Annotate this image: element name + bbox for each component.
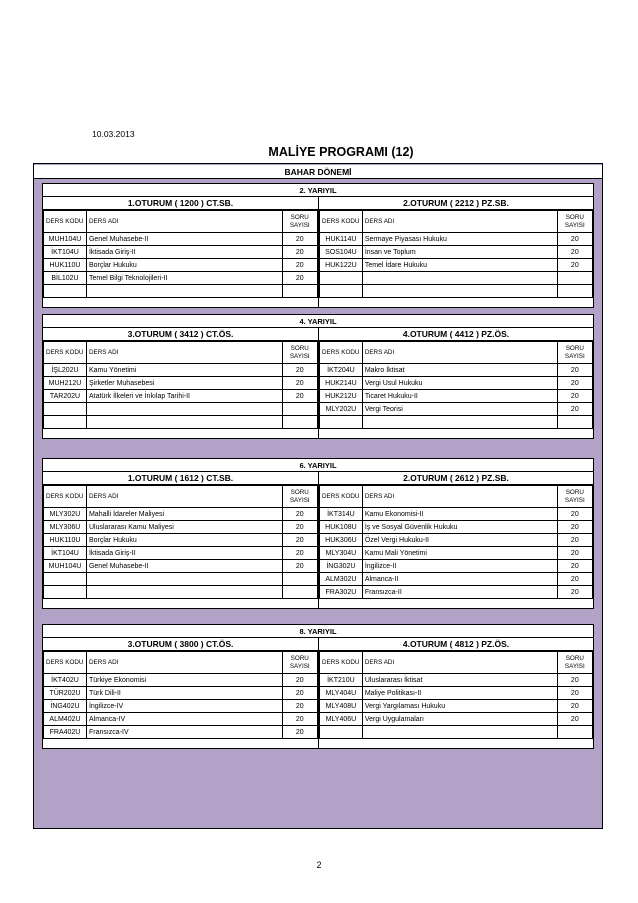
semester-block: [42, 458, 594, 609]
header-soru-line1: SORU: [290, 344, 309, 352]
table-row: [320, 364, 593, 377]
table-row: [44, 547, 318, 560]
header-soru-line1: SORU: [565, 344, 584, 352]
header-name: DERS ADI: [362, 486, 557, 508]
course-name: Borçlar Hukuku: [86, 534, 282, 547]
document-date: 10.03.2013: [92, 129, 135, 139]
question-count: 20: [557, 700, 592, 713]
course-code: İŞL202U: [44, 364, 87, 377]
course-code: MLY408U: [320, 700, 363, 713]
question-count: 20: [557, 713, 592, 726]
table-row: [320, 508, 593, 521]
table-row: [44, 700, 318, 713]
question-count: 20: [282, 674, 317, 687]
course-code: İKT402U: [44, 674, 87, 687]
course-name: Uluslararası Kamu Maliyesi: [86, 521, 282, 534]
table-row: [320, 534, 593, 547]
question-count: 20: [557, 547, 592, 560]
course-code: [320, 285, 363, 298]
course-name: Türk Dili-II: [86, 687, 282, 700]
table-row: [44, 377, 318, 390]
header-soru: [557, 486, 592, 508]
session-left: [43, 638, 318, 748]
course-code: MLY406U: [320, 713, 363, 726]
course-code: [320, 726, 363, 739]
table-row: [44, 713, 318, 726]
session-left: [43, 197, 318, 307]
question-count: [282, 586, 317, 599]
course-name: Vergi Usul Hukuku: [362, 377, 557, 390]
season-title: BAHAR DÖNEMİ: [34, 165, 602, 179]
session-title: 3.OTURUM ( 3800 ) CT.ÖS.: [43, 638, 318, 651]
course-code: HUK108U: [320, 521, 363, 534]
course-name: Fransızca-IV: [86, 726, 282, 739]
header-soru-line2: SAYISI: [564, 352, 585, 360]
header-code: DERS KODU: [320, 342, 363, 364]
course-code: İKT314U: [320, 508, 363, 521]
table-row: [44, 259, 318, 272]
course-name: [362, 726, 557, 739]
course-name: Özel Vergi Hukuku-II: [362, 534, 557, 547]
table-header-row: [44, 211, 318, 233]
course-name: Temel İdare Hukuku: [362, 259, 557, 272]
question-count: [557, 285, 592, 298]
question-count: [282, 416, 317, 429]
course-code: İKT104U: [44, 246, 87, 259]
course-name: Türkiye Ekonomisi: [86, 674, 282, 687]
course-code: HUK122U: [320, 259, 363, 272]
table-row: [320, 573, 593, 586]
course-name: [86, 416, 282, 429]
table-row: [44, 573, 318, 586]
table-row: [44, 416, 318, 429]
session-left: [43, 328, 318, 438]
table-row: [320, 233, 593, 246]
table-row: [320, 674, 593, 687]
table-row: [44, 390, 318, 403]
header-soru-line2: SAYISI: [564, 662, 585, 670]
question-count: [282, 403, 317, 416]
course-table-right: [319, 210, 593, 298]
header-soru: [282, 211, 317, 233]
question-count: 20: [282, 377, 317, 390]
course-name: İktisada Giriş-II: [86, 547, 282, 560]
header-name: DERS ADI: [86, 486, 282, 508]
header-name: DERS ADI: [362, 652, 557, 674]
question-count: 20: [282, 364, 317, 377]
question-count: 20: [282, 233, 317, 246]
course-name: Atatürk İlkeleri ve İnkılap Tarihi-II: [86, 390, 282, 403]
course-table-left: [43, 651, 318, 739]
header-name: DERS ADI: [362, 211, 557, 233]
table-row: [320, 521, 593, 534]
session-title: 4.OTURUM ( 4812 ) PZ.ÖS.: [319, 638, 593, 651]
question-count: 20: [282, 687, 317, 700]
header-code: DERS KODU: [44, 486, 87, 508]
table-row: [320, 560, 593, 573]
course-table-right: [319, 651, 593, 739]
question-count: 20: [557, 687, 592, 700]
session-right: [318, 472, 593, 608]
header-soru: [282, 342, 317, 364]
question-count: 20: [282, 259, 317, 272]
table-row: [44, 233, 318, 246]
session-title: 4.OTURUM ( 4412 ) PZ.ÖS.: [319, 328, 593, 341]
header-soru-line1: SORU: [290, 654, 309, 662]
header-soru-line2: SAYISI: [564, 496, 585, 504]
question-count: 20: [282, 560, 317, 573]
question-count: 20: [557, 560, 592, 573]
course-code: FRA302U: [320, 586, 363, 599]
semester-block: [42, 183, 594, 308]
course-name: Fransızca-II: [362, 586, 557, 599]
table-row: [320, 586, 593, 599]
course-name: Kamu Yönetimi: [86, 364, 282, 377]
question-count: 20: [282, 547, 317, 560]
table-row: [320, 726, 593, 739]
course-name: Borçlar Hukuku: [86, 259, 282, 272]
table-header-row: [44, 486, 318, 508]
header-soru-line1: SORU: [290, 488, 309, 496]
table-row: [44, 726, 318, 739]
header-soru: [557, 342, 592, 364]
course-table-right: [319, 341, 593, 429]
schedule-frame: [33, 163, 603, 829]
course-code: HUK114U: [320, 233, 363, 246]
table-row: [320, 547, 593, 560]
question-count: 20: [282, 700, 317, 713]
header-code: DERS KODU: [320, 486, 363, 508]
course-name: İş ve Sosyal Güvenlik Hukuku: [362, 521, 557, 534]
header-soru-line2: SAYISI: [564, 221, 585, 229]
table-header-row: [320, 486, 593, 508]
course-name: Genel Muhasebe-II: [86, 233, 282, 246]
session-right: [318, 638, 593, 748]
question-count: 20: [557, 534, 592, 547]
table-row: [44, 403, 318, 416]
table-header-row: [44, 652, 318, 674]
semester-title: 6. YARIYIL: [43, 459, 593, 472]
question-count: 20: [557, 259, 592, 272]
course-code: HUK110U: [44, 259, 87, 272]
header-soru: [557, 211, 592, 233]
course-name: Vergi Uygulamaları: [362, 713, 557, 726]
course-name: [362, 272, 557, 285]
semester-title: 8. YARIYIL: [43, 625, 593, 638]
session-title: 3.OTURUM ( 3412 ) CT.ÖS.: [43, 328, 318, 341]
question-count: 20: [282, 246, 317, 259]
header-soru-line1: SORU: [565, 654, 584, 662]
table-row: [320, 713, 593, 726]
course-name: Sermaye Piyasası Hukuku: [362, 233, 557, 246]
course-name: Şirketler Muhasebesi: [86, 377, 282, 390]
header-soru-line2: SAYISI: [289, 662, 310, 670]
question-count: 20: [557, 508, 592, 521]
table-row: [44, 586, 318, 599]
question-count: 20: [282, 726, 317, 739]
table-header-row: [320, 211, 593, 233]
course-name: [86, 573, 282, 586]
course-name: İnsan ve Toplum: [362, 246, 557, 259]
question-count: 20: [557, 377, 592, 390]
course-name: [86, 586, 282, 599]
session-title: 1.OTURUM ( 1200 ) CT.SB.: [43, 197, 318, 210]
course-code: FRA402U: [44, 726, 87, 739]
course-name: [86, 285, 282, 298]
session-title: 2.OTURUM ( 2212 ) PZ.SB.: [319, 197, 593, 210]
course-name: [86, 403, 282, 416]
course-name: Kamu Mali Yönetimi: [362, 547, 557, 560]
course-code: TÜR202U: [44, 687, 87, 700]
course-code: [44, 285, 87, 298]
course-name: İngilizce-II: [362, 560, 557, 573]
header-soru: [282, 486, 317, 508]
course-code: MLY302U: [44, 508, 87, 521]
course-code: MLY306U: [44, 521, 87, 534]
question-count: 20: [282, 272, 317, 285]
course-code: MUH104U: [44, 233, 87, 246]
header-code: DERS KODU: [320, 652, 363, 674]
question-count: 20: [557, 390, 592, 403]
question-count: 20: [282, 534, 317, 547]
question-count: 20: [557, 674, 592, 687]
header-soru-line1: SORU: [290, 213, 309, 221]
program-title: MALİYE PROGRAMI (12): [268, 145, 414, 159]
header-soru-line1: SORU: [565, 488, 584, 496]
question-count: [557, 416, 592, 429]
table-row: [320, 246, 593, 259]
course-name: İktisada Giriş-II: [86, 246, 282, 259]
table-row: [44, 285, 318, 298]
question-count: 20: [557, 233, 592, 246]
course-code: MUH104U: [44, 560, 87, 573]
table-header-row: [320, 652, 593, 674]
header-soru: [282, 652, 317, 674]
header-name: DERS ADI: [362, 342, 557, 364]
session-title: 2.OTURUM ( 2612 ) PZ.SB.: [319, 472, 593, 485]
header-soru-line1: SORU: [565, 213, 584, 221]
course-code: SOS104U: [320, 246, 363, 259]
course-name: İngilizce-IV: [86, 700, 282, 713]
course-name: Makro İktisat: [362, 364, 557, 377]
table-row: [44, 687, 318, 700]
question-count: 20: [557, 246, 592, 259]
course-code: MLY202U: [320, 403, 363, 416]
session-title: 1.OTURUM ( 1612 ) CT.SB.: [43, 472, 318, 485]
course-code: BİL102U: [44, 272, 87, 285]
semester-title: 2. YARIYIL: [43, 184, 593, 197]
header-soru-line2: SAYISI: [289, 352, 310, 360]
course-code: TAR202U: [44, 390, 87, 403]
question-count: 20: [557, 521, 592, 534]
course-code: MLY404U: [320, 687, 363, 700]
course-name: Vergi Teorisi: [362, 403, 557, 416]
table-row: [320, 416, 593, 429]
header-code: DERS KODU: [44, 342, 87, 364]
table-row: [44, 508, 318, 521]
course-code: İNG402U: [44, 700, 87, 713]
course-code: [44, 573, 87, 586]
table-row: [44, 246, 318, 259]
course-name: Almanca-II: [362, 573, 557, 586]
course-table-left: [43, 485, 318, 599]
semester-block: [42, 314, 594, 439]
session-left: [43, 472, 318, 608]
course-table-left: [43, 210, 318, 298]
course-code: HUK110U: [44, 534, 87, 547]
table-row: [44, 534, 318, 547]
question-count: [282, 573, 317, 586]
table-row: [320, 272, 593, 285]
course-code: [44, 586, 87, 599]
table-header-row: [320, 342, 593, 364]
course-code: HUK306U: [320, 534, 363, 547]
header-name: DERS ADI: [86, 211, 282, 233]
course-code: ALM402U: [44, 713, 87, 726]
session-right: [318, 328, 593, 438]
course-code: İKT210U: [320, 674, 363, 687]
question-count: 20: [557, 573, 592, 586]
session-right: [318, 197, 593, 307]
course-code: İKT104U: [44, 547, 87, 560]
table-row: [320, 377, 593, 390]
header-soru: [557, 652, 592, 674]
course-code: İNG302U: [320, 560, 363, 573]
course-code: [44, 403, 87, 416]
table-row: [320, 285, 593, 298]
question-count: 20: [557, 364, 592, 377]
question-count: 20: [282, 508, 317, 521]
course-code: ALM302U: [320, 573, 363, 586]
course-name: Kamu Ekonomisi-II: [362, 508, 557, 521]
course-code: HUK214U: [320, 377, 363, 390]
course-name: Vergi Yargılaması Hukuku: [362, 700, 557, 713]
course-name: Maliye Politikası-II: [362, 687, 557, 700]
table-row: [44, 560, 318, 573]
table-row: [44, 364, 318, 377]
course-code: [320, 272, 363, 285]
page-number: 2: [316, 860, 322, 870]
header-name: DERS ADI: [86, 652, 282, 674]
table-row: [44, 521, 318, 534]
course-name: Mahalli İdareler Maliyesi: [86, 508, 282, 521]
header-name: DERS ADI: [86, 342, 282, 364]
table-row: [320, 687, 593, 700]
course-code: [44, 416, 87, 429]
question-count: 20: [282, 521, 317, 534]
course-code: [320, 416, 363, 429]
course-code: MUH212U: [44, 377, 87, 390]
question-count: 20: [282, 390, 317, 403]
course-table-left: [43, 341, 318, 429]
question-count: 20: [557, 586, 592, 599]
header-code: DERS KODU: [44, 652, 87, 674]
question-count: [557, 726, 592, 739]
table-row: [44, 674, 318, 687]
course-name: [362, 416, 557, 429]
course-name: Temel Bilgi Teknolojileri-II: [86, 272, 282, 285]
table-row: [320, 259, 593, 272]
header-code: DERS KODU: [44, 211, 87, 233]
semester-title: 4. YARIYIL: [43, 315, 593, 328]
header-soru-line2: SAYISI: [289, 496, 310, 504]
course-name: Almanca-IV: [86, 713, 282, 726]
question-count: [282, 285, 317, 298]
course-code: MLY304U: [320, 547, 363, 560]
question-count: [557, 272, 592, 285]
course-table-right: [319, 485, 593, 599]
course-name: Ticaret Hukuku-II: [362, 390, 557, 403]
course-name: [362, 285, 557, 298]
course-name: Uluslararası İktisat: [362, 674, 557, 687]
course-code: İKT204U: [320, 364, 363, 377]
table-header-row: [44, 342, 318, 364]
semester-block: [42, 624, 594, 749]
course-code: HUK212U: [320, 390, 363, 403]
table-row: [320, 390, 593, 403]
table-row: [320, 700, 593, 713]
table-row: [320, 403, 593, 416]
course-name: Genel Muhasebe-II: [86, 560, 282, 573]
header-code: DERS KODU: [320, 211, 363, 233]
header-soru-line2: SAYISI: [289, 221, 310, 229]
question-count: 20: [282, 713, 317, 726]
question-count: 20: [557, 403, 592, 416]
table-row: [44, 272, 318, 285]
